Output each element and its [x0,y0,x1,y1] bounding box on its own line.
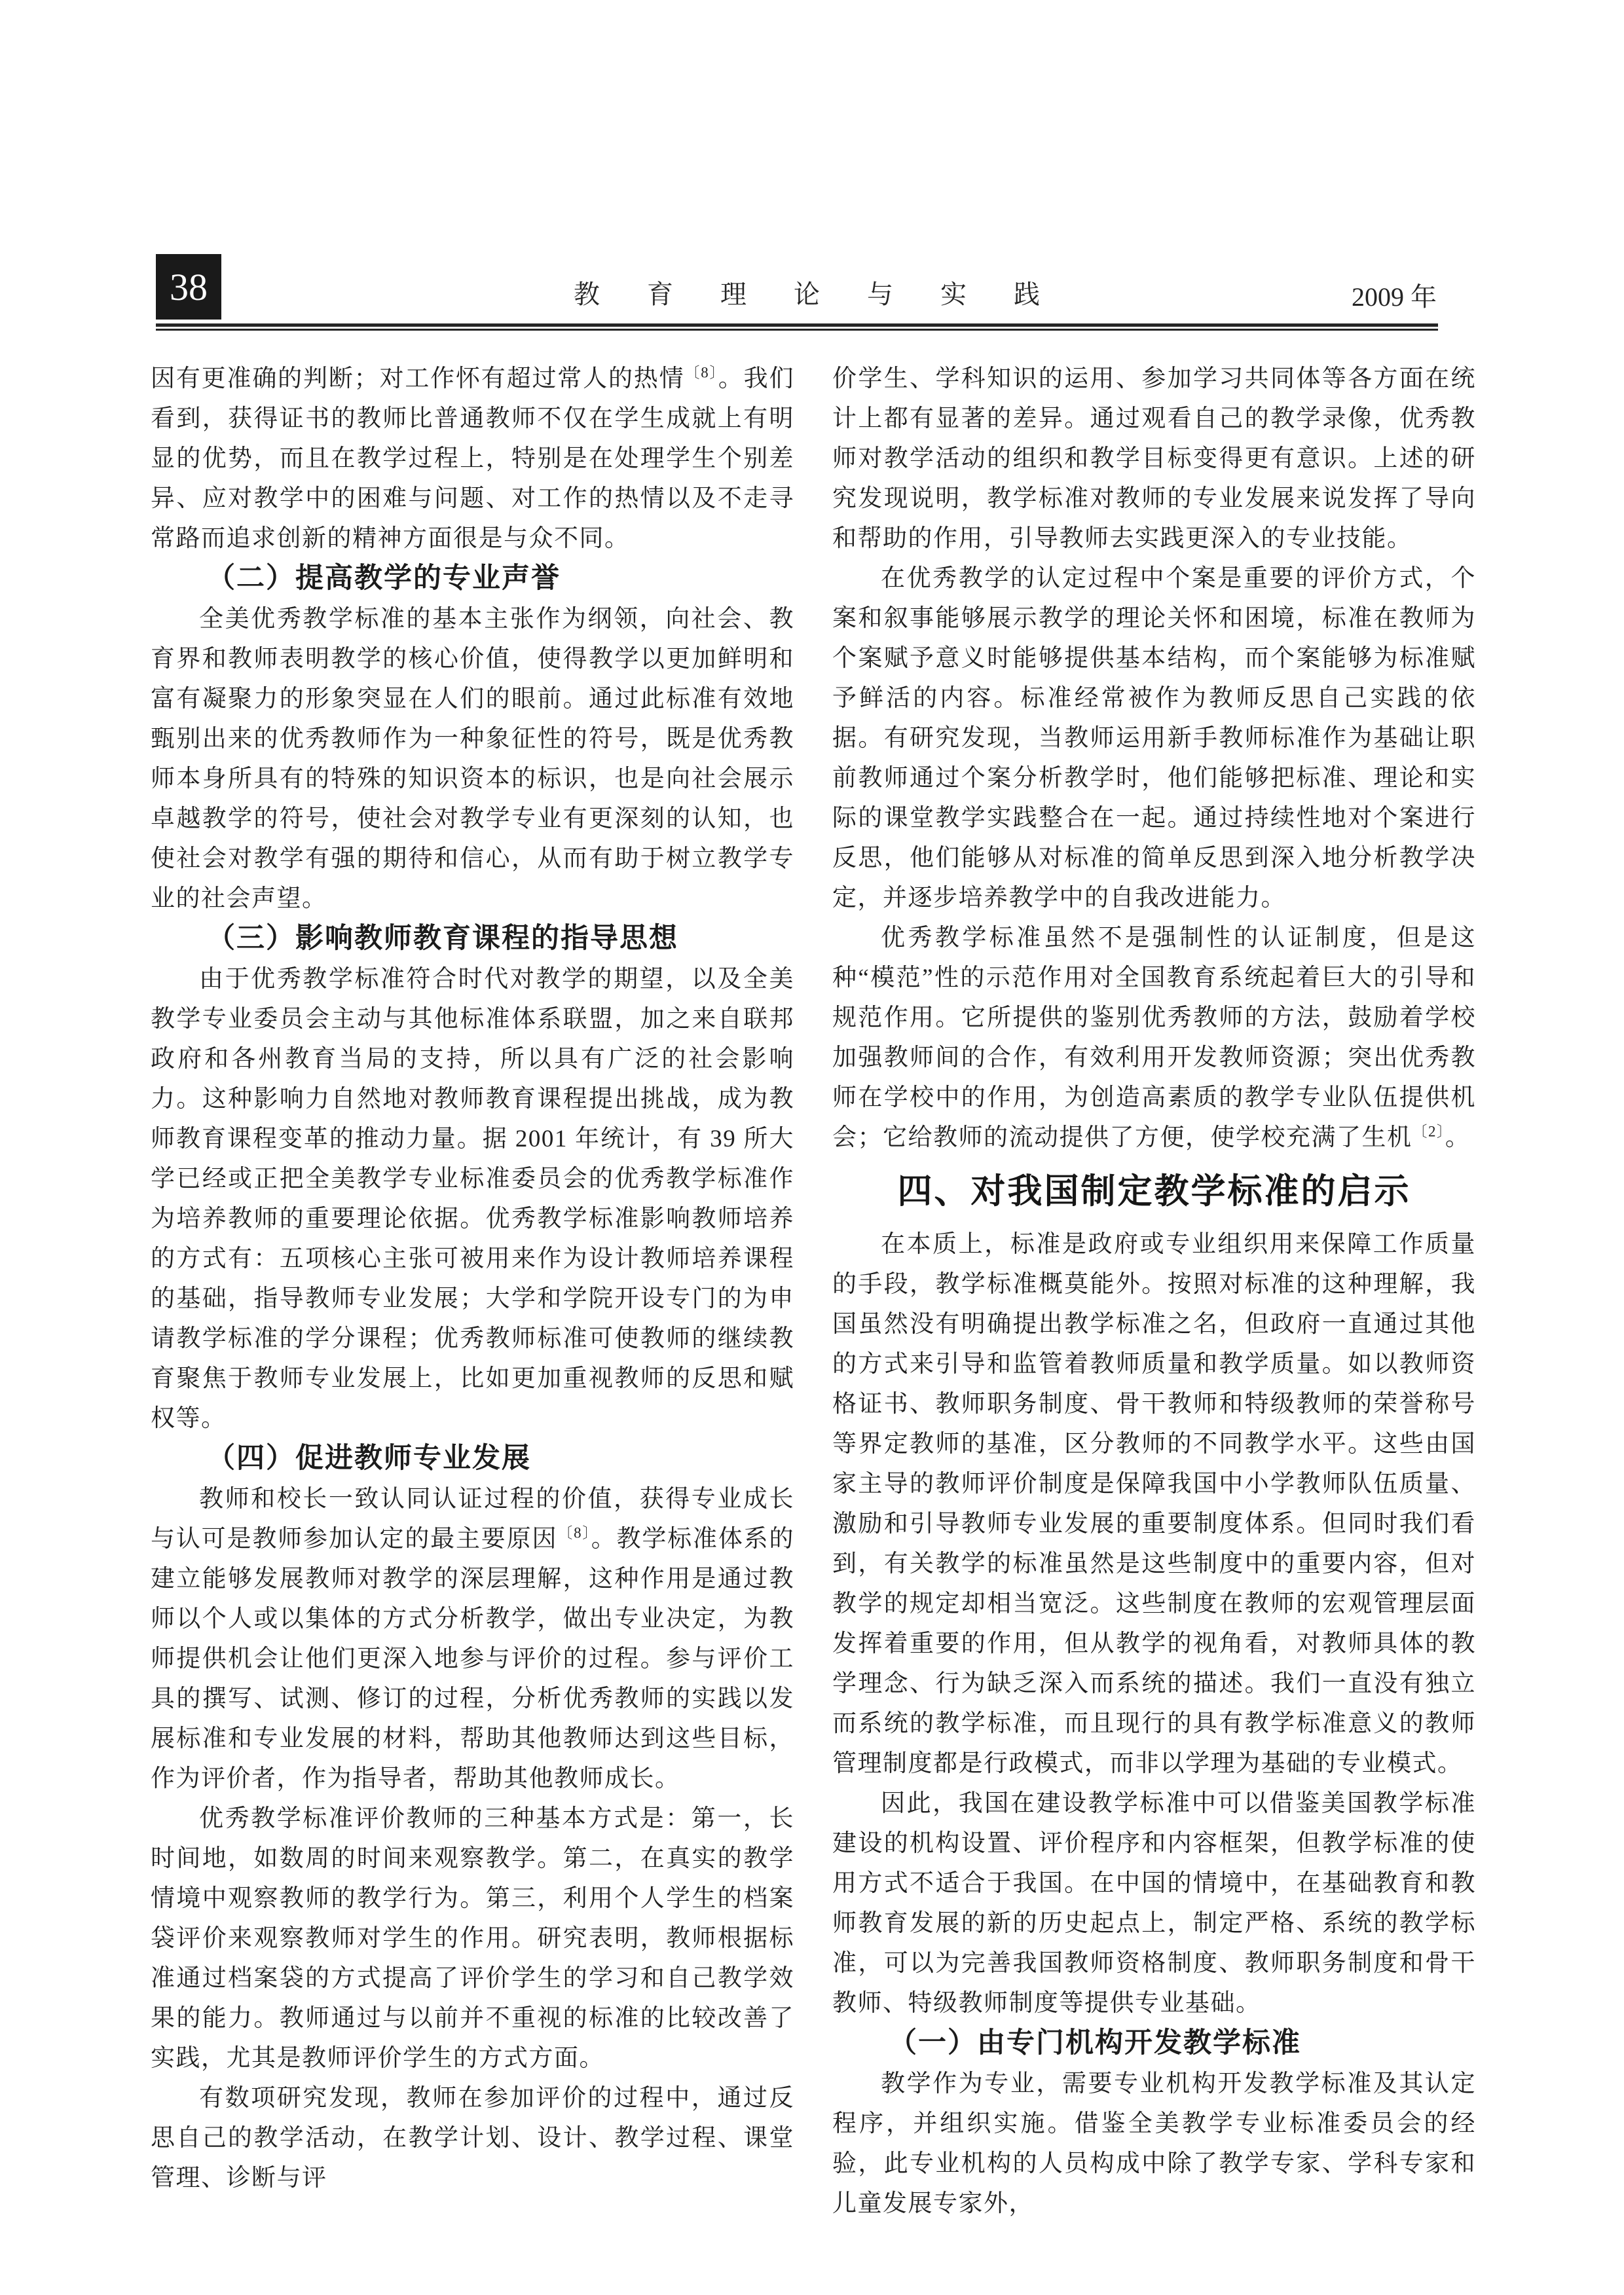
paragraph: 由于优秀教学标准符合时代对教学的期望，以及全美教学专业委员会主动与其他标准体系联盟，加之来自联邦政府和各州教育当局的支持，所以具有广泛的社会影响力。这种影响力自然地对教师教育课程提出挑战，成为教师教育课程变革的推动力量。据 2001 年统计，有 39 所大学已经或正把全美教学专业标准委员会的优秀教学标准作为培养教师的重要理论依据。优秀教学标准影响教师培养的方式有：五项核心主张可被用来作为设计教师培养课程的基础，指导教师专业发展；大学和学院开设专门的为申请教学标准的学分课程；优秀教师标准可使教师的继续教育聚焦于教师专业发展上，比如更加重视教师的反思和赋权等。 [151,966,794,1432]
paragraph: 有数项研究发现，教师在参加评价的过程中，通过反思自己的教学活动，在教学计划、设计、教学过程、课堂管理、诊断与评 [151,2085,794,2192]
subsection-heading: （一）由专门机构开发教学标准 [889,2028,1301,2059]
subsection-heading: （四）促进教师专业发展 [207,1443,531,1474]
reference-marker: 〔8〕 [557,1524,591,1541]
paragraph: 因有更准确的判断；对工作怀有超过常人的热情$^{〔8〕}$。我们看到，获得证书的教师比普通教师不仅在学生成就上有明显的优势，而且在教学过程上，特别是在处理学生个别差异、应对教学中的困难与问题、对工作的热情以及不走寻常路而追求创新的精神方面很是与众不同。 [151,364,795,552]
subsection-heading: （二）提高教学的专业声誉 [207,563,561,594]
journal-title: 教 育 理 论 与 实 践 [574,280,1050,309]
reference-marker: 〔8〕 [684,364,718,381]
paragraph: 全美优秀教学标准的基本主张作为纲领，向社会、教育界和教师表明教学的核心价值，使得教学以更加鲜明和富有凝聚力的形象突显在人们的眼前。通过此标准有效地甄别出来的优秀教师作为一种象征性的符号，既是优秀教师本身所具有的特殊的知识资本的标识，也是向社会展示卓越教学的符号，使社会对教学专业有更深刻的认知，也使社会对教学有强的期待和信心，从而有助于树立教学专业的社会声望。 [151,606,794,912]
right-column [832,359,1476,2224]
issue-year: 2009 年 [1352,282,1437,312]
paragraph: 优秀教学标准虽然不是强制性的认证制度，但是这种“模范”性的示范作用对全国教育系统起着巨大的引导和规范作用。它所提供的鉴别优秀教师的方法，鼓励着学校加强教师间的合作，有效利用开发教师资源；突出优秀教师在学校中的作用，为创造高素质的教学专业队伍提供机会；它给教师的流动提供了方便，使学校充满了生机$^{〔2〕}$。 [832,925,1476,1151]
paragraph: 在优秀教学的认定过程中个案是重要的评价方式，个案和叙事能够展示教学的理论关怀和困境，标准在教师为个案赋予意义时能够提供基本结构，而个案能够为标准赋予鲜活的内容。标准经常被作为教师反思自己实践的依据。有研究发现，当教师运用新手教师标准作为基础让职前教师通过个案分析教学时，他们能够把标准、理论和实际的课堂教学实践整合在一起。通过持续性地对个案进行反思，他们能够从对标准的简单反思到深入地分析教学决定，并逐步培养教学中的自我改进能力。 [832,565,1476,911]
paragraph: 因此，我国在建设教学标准中可以借鉴美国教学标准建设的机构设置、评价程序和内容框架，但教学标准的使用方式不适合于我国。在中国的情境中，在基础教育和教师教育发展的新的历史起点上，制定严格、系统的教学标准，可以为完善我国教师资格制度、教师职务制度和骨干教师、特级教师制度等提供专业基础。 [832,1790,1476,2017]
subsection-heading: （三）影响教师教育课程的指导思想 [207,923,678,954]
left-column [151,359,794,2224]
two-column-text-area [151,359,1476,2224]
paragraph: 教学作为专业，需要专业机构开发教学标准及其认定程序，并组织实施。借鉴全美教学专业标准委员会的经验，此专业机构的人员构成中除了教学专家、学科专家和儿童发展专家外， [832,2070,1476,2217]
section-heading: 四、对我国制定教学标准的启示 [897,1173,1411,1211]
paragraph: 在本质上，标准是政府或专业组织用来保障工作质量的手段，教学标准概莫能外。按照对标准的这种理解，我国虽然没有明确提出教学标准之名，但政府一直通过其他的方式来引导和监管着教师质量和教学质量。如以教师资格证书、教师职务制度、骨干教师和特级教师的荣誉称号等界定教师的基准，区分教师的不同教学水平。这些由国家主导的教师评价制度是保障我国中小学教师队伍质量、激励和引导教师专业发展的重要制度体系。但同时我们看到，有关教学的标准虽然是这些制度中的重要内容，但对教学的规定却相当宽泛。这些制度在教师的宏观管理层面发挥着重要的作用，但从教学的视角看，对教师具体的教学理念、行为缺乏深入而系统的描述。我们一直没有独立而系统的教学标准，而且现行的具有教学标准意义的教师管理制度都是行政模式，而非以学理为基础的专业模式。 [832,1231,1476,1777]
page-number: 38 [170,265,208,308]
paragraph: 价学生、学科知识的运用、参加学习共同体等各方面在统计上都有显著的差异。通过观看自己的教学录像，优秀教师对教学活动的组织和教学目标变得更有意识。上述的研究发现说明，教学标准对教师的专业发展来说发挥了导向和帮助的作用，引导教师去实践更深入的专业技能。 [832,365,1476,552]
header-rule [156,323,1438,331]
paragraph: 优秀教学标准评价教师的三种基本方式是：第一，长时间地，如数周的时间来观察教学。第二，在真实的教学情境中观察教师的教学行为。第三，利用个人学生的档案袋评价来观察教师对学生的作用。研究表明，教师根据标准通过档案袋的方式提高了评价学生的学习和自己教学效果的能力。教师通过与以前并不重视的标准的比较改善了实践，尤其是教师评价学生的方式方面。 [151,1805,794,2072]
paragraph: 教师和校长一致认同认证过程的价值，获得专业成长与认可是教师参加认定的最主要原因$^{〔8〕}$。教学标准体系的建立能够发展教师对教学的深层理解，这种作用是通过教师以个人或以集体的方式分析教学，做出专业决定，为教师提供机会让他们更深入地参与评价的过程。参与评价工具的撰写、试测、修订的过程，分析优秀教师的实践以发展标准和专业发展的材料，帮助其他教师达到这些目标，作为评价者，作为指导者，帮助其他教师成长。 [151,1486,795,1792]
reference-marker: 〔2〕 [1412,1123,1445,1140]
